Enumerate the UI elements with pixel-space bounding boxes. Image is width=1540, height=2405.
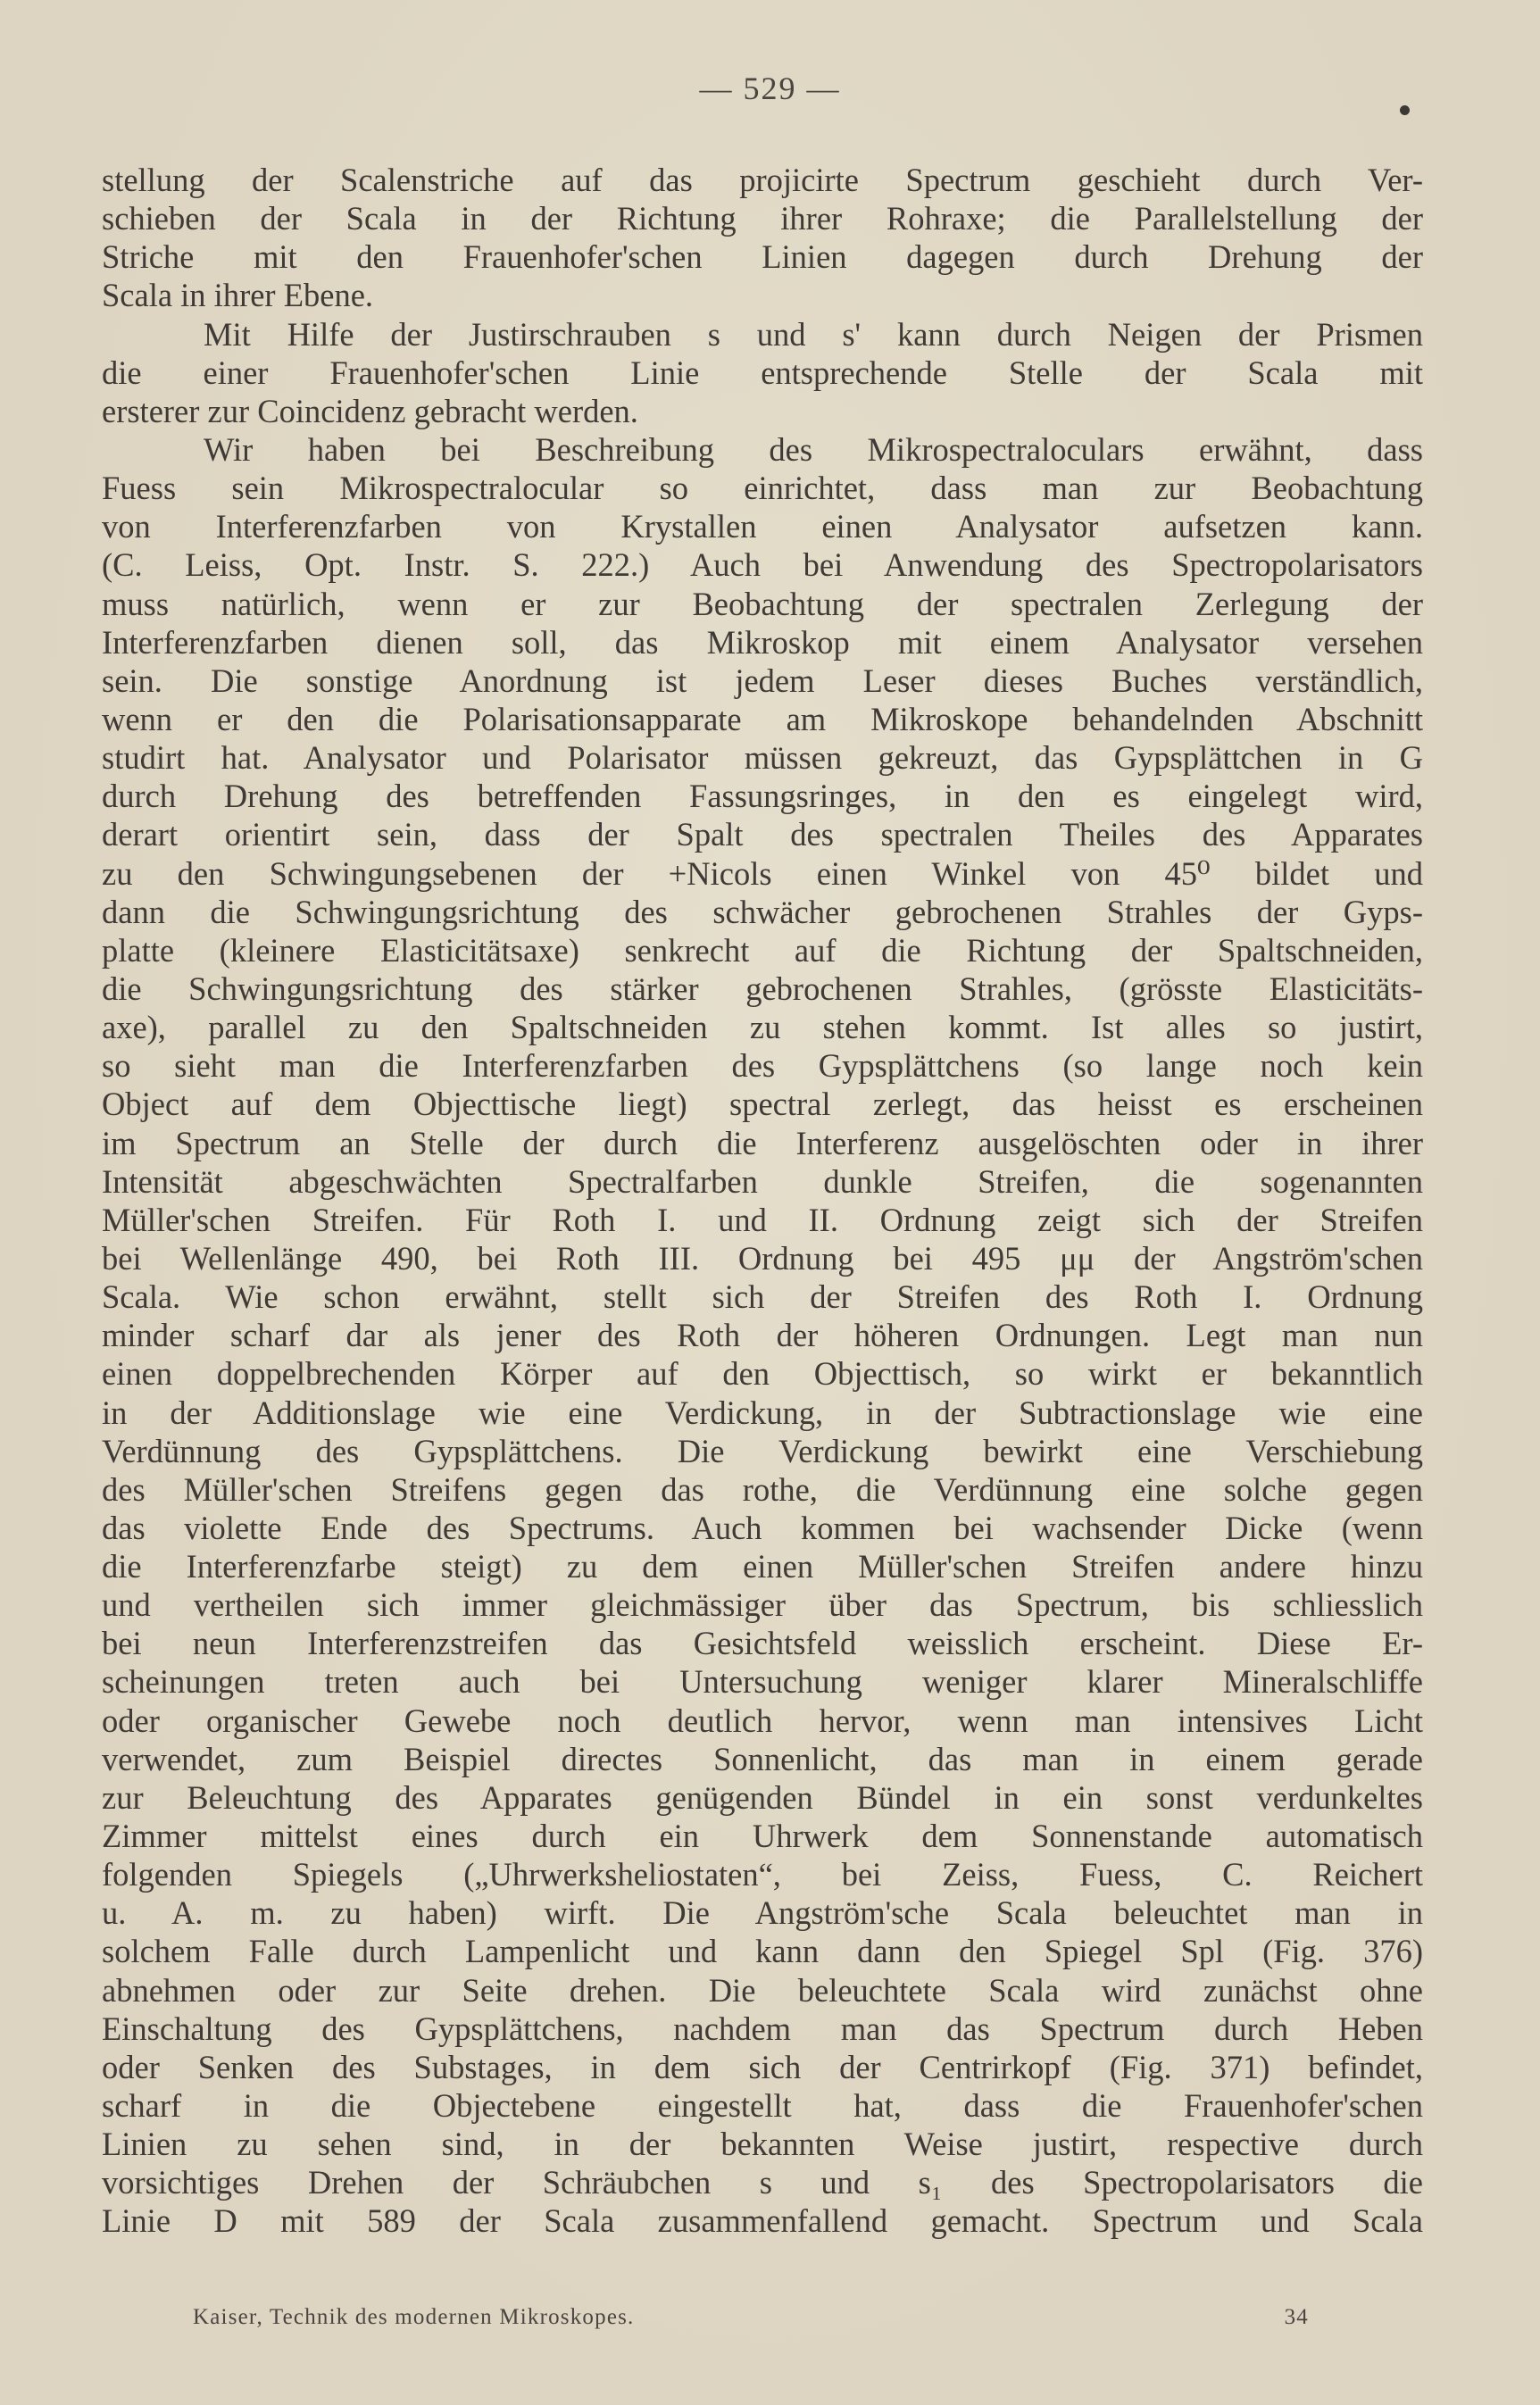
text-line: Mit Hilfe der Justirschrauben s und s' kann durch Neigen der Prismen [204, 315, 1423, 353]
text-line: des Müller'schen Streifens gegen das rothe, die Verdünnung eine solche gegen [102, 1470, 1423, 1508]
text-line: scharf in die Objectebene eingestellt hat, dass die Frauenhofer'schen [102, 2087, 1423, 2125]
text-line: so sieht man die Interferenzfarben des Gypsplättchens (so lange noch kein [102, 1047, 1423, 1085]
ink-speck [1400, 105, 1410, 115]
text-line: oder Senken des Substages, in dem sich der Centrirkopf (Fig. 371) befindet, [102, 2048, 1423, 2085]
text-line: im Spectrum an Stelle der durch die Interferenz ausgelöschten oder in ihrer [102, 1124, 1423, 1161]
footer-signature-number: 34 [1284, 2305, 1309, 2329]
text-line: vorsichtiges Drehen der Schräubchen s und s₁ des Spectropolarisators die [102, 2164, 1423, 2201]
text-line: Verdünnung des Gypsplättchens. Die Verdickung bewirkt eine Verschiebung [102, 1432, 1423, 1469]
text-line: folgenden Spiegels („Uhrwerksheliostaten“, bei Zeiss, Fuess, C. Reichert [102, 1856, 1423, 1893]
text-line: sein. Die sonstige Anordnung ist jedem Leser dieses Buches verständlich, [102, 662, 1423, 699]
text-line: dann die Schwingungsrichtung des schwächer gebrochenen Strahles der Gyps- [102, 893, 1423, 930]
text-line: stellung der Scalenstriche auf das projicirte Spectrum geschieht durch Ver- [102, 162, 1423, 198]
text-line: wenn er den die Polarisationsapparate am Mikroskope behandelnden Abschnitt [102, 700, 1423, 737]
text-line: studirt hat. Analysator und Polarisator müssen gekreuzt, das Gypsplättchen in G [102, 739, 1423, 777]
text-line: abnehmen oder zur Seite drehen. Die beleuchtete Scala wird zunächst ohne [102, 1971, 1423, 2009]
text-line: Einschaltung des Gypsplättchens, nachdem man das Spectrum durch Heben [102, 2010, 1423, 2047]
page-number: — 529 — [699, 71, 841, 106]
text-line: Linien zu sehen sind, in der bekannten Weise justirt, respective durch [102, 2126, 1423, 2163]
text-line: scheinungen treten auch bei Untersuchung weniger klarer Mineralschliffe [102, 1663, 1423, 1701]
text-line: (C. Leiss, Opt. Instr. S. 222.) Auch bei Anwendung des Spectropolarisators [102, 546, 1423, 584]
text-line: einen doppelbrechenden Körper auf den Objecttisch, so wirkt er bekanntlich [102, 1355, 1423, 1393]
text-line: Scala in ihrer Ebene. [102, 277, 374, 314]
text-line: muss natürlich, wenn er zur Beobachtung der spectralen Zerlegung der [102, 585, 1423, 622]
text-line: bei neun Interferenzstreifen das Gesichtsfeld weisslich erscheint. Diese Er- [102, 1625, 1423, 1662]
text-line: platte (kleinere Elasticitätsaxe) senkrecht auf die Richtung der Spaltschneiden, [102, 931, 1423, 969]
text-line: in der Additionslage wie eine Verdickung, in der Subtractionslage wie eine [102, 1394, 1423, 1431]
text-line: die Schwingungsrichtung des stärker gebrochenen Strahles, (grösste Elasticitäts- [102, 969, 1423, 1007]
footer-book-title: Kaiser, Technik des modernen Mikroskopes. [193, 2305, 635, 2329]
text-line: zu den Schwingungsebenen der +Nicols einen Winkel von 45⁰ bildet und [102, 854, 1423, 892]
text-line: solchem Falle durch Lampenlicht und kann dann den Spiegel Spl (Fig. 376) [102, 1933, 1423, 1970]
text-line: Müller'schen Streifen. Für Roth I. und II. Ordnung zeigt sich der Streifen [102, 1201, 1423, 1238]
text-line: zur Beleuchtung des Apparates genügenden Bündel in ein sonst verdunkeltes [102, 1778, 1423, 1816]
text-line: verwendet, zum Beispiel directes Sonnenlicht, das man in einem gerade [102, 1740, 1423, 1777]
text-line: schieben der Scala in der Richtung ihrer Rohraxe; die Parallelstellung der [102, 200, 1423, 237]
text-line: Object auf dem Objecttische liegt) spectral zerlegt, das heisst es erscheinen [102, 1086, 1423, 1123]
text-line: die einer Frauenhofer'schen Linie entsprechende Stelle der Scala mit [102, 354, 1423, 391]
text-line: Scala. Wie schon erwähnt, stellt sich der Streifen des Roth I. Ordnung [102, 1278, 1423, 1316]
text-line: axe), parallel zu den Spaltschneiden zu stehen kommt. Ist alles so justirt, [102, 1009, 1423, 1046]
body-text [102, 161, 1423, 2241]
text-line: minder scharf dar als jener des Roth der höheren Ordnungen. Legt man nun [102, 1317, 1423, 1354]
text-line: u. A. m. zu haben) wirft. Die Angström'sche Scala beleuchtet man in [102, 1894, 1423, 1932]
text-line: Zimmer mittelst eines durch ein Uhrwerk dem Sonnenstande automatisch [102, 1818, 1423, 1855]
text-line: Striche mit den Frauenhofer'schen Linien dagegen durch Drehung der [102, 238, 1423, 276]
text-line: derart orientirt sein, dass der Spalt des spectralen Theiles des Apparates [102, 816, 1423, 853]
text-line: die Interferenzfarbe steigt) zu dem einen Müller'schen Streifen andere hinzu [102, 1548, 1423, 1585]
text-line: Interferenzfarben dienen soll, das Mikroskop mit einem Analysator versehen [102, 623, 1423, 661]
text-line: Intensität abgeschwächten Spectralfarben dunkle Streifen, die sogenannten [102, 1162, 1423, 1200]
text-line: Fuess sein Mikrospectralocular so einrichtet, dass man zur Beobachtung [102, 470, 1423, 507]
text-line: Wir haben bei Beschreibung des Mikrospectraloculars erwähnt, dass [204, 430, 1423, 468]
text-line: Linie D mit 589 der Scala zusammenfallend gemacht. Spectrum und Scala [102, 2202, 1423, 2240]
text-line: ersterer zur Coincidenz gebracht werden. [102, 392, 638, 429]
text-line: das violette Ende des Spectrums. Auch kommen bei wachsender Dicke (wenn [102, 1509, 1423, 1546]
text-line: durch Drehung des betreffenden Fassungsringes, in den es eingelegt wird, [102, 778, 1423, 815]
text-line: von Interferenzfarben von Krystallen einen Analysator aufsetzen kann. [102, 508, 1423, 545]
text-line: und vertheilen sich immer gleichmässiger über das Spectrum, bis schliesslich [102, 1586, 1423, 1624]
text-line: oder organischer Gewebe noch deutlich hervor, wenn man intensives Licht [102, 1702, 1423, 1739]
text-line: bei Wellenlänge 490, bei Roth III. Ordnung bei 495 μμ der Angström'schen [102, 1239, 1423, 1277]
